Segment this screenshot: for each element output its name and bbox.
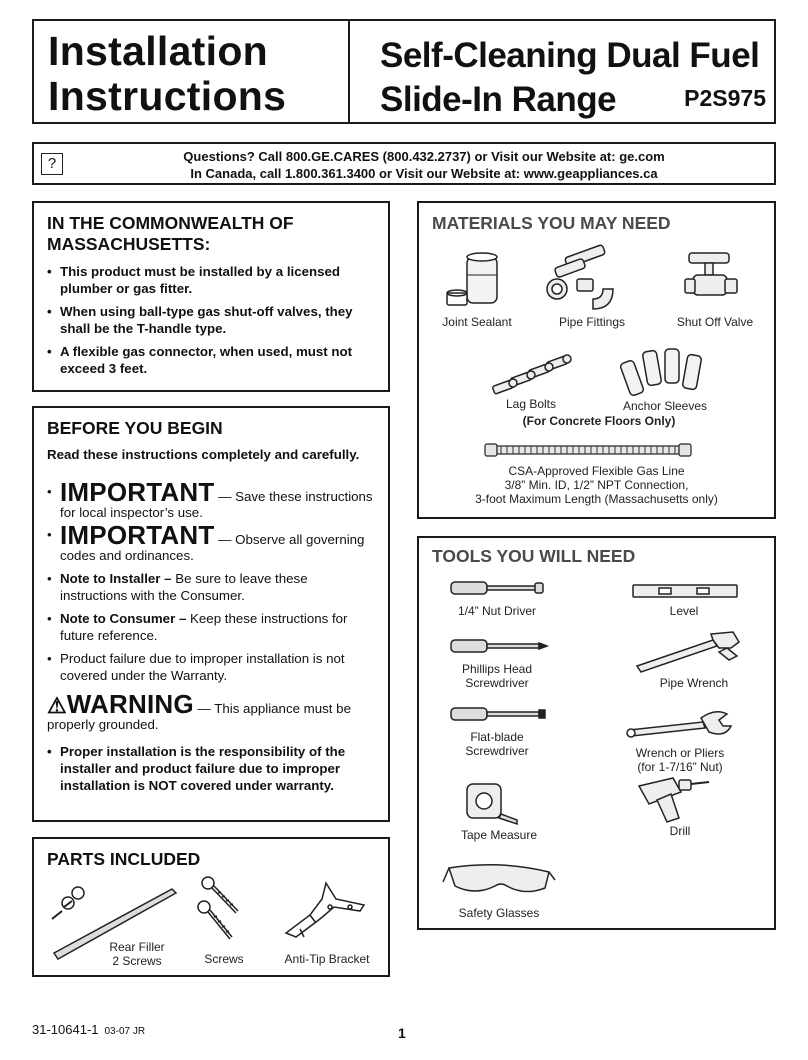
wrench-pliers-caption: Wrench or Pliers (for 1-7/16” Nut) xyxy=(635,746,725,774)
important-codes-item: • IMPORTANT — Observe all governing codes and ordinances. xyxy=(47,527,378,564)
contact-line-us: Questions? Call 800.GE.CARES (800.432.2737) or Visit our Website at: ge.com xyxy=(183,149,665,164)
note-consumer-item: • Note to Consumer – Keep these instructions for future reference. xyxy=(47,610,378,644)
pipe-fittings-icon xyxy=(539,245,621,313)
joint-sealant-caption: Joint Sealant xyxy=(442,315,512,329)
joint-sealant-icon xyxy=(441,249,505,311)
parts-heading: PARTS INCLUDED xyxy=(47,849,201,869)
footer-doc-id: 31-10641-1 03-07 JR xyxy=(32,1022,146,1037)
nut-driver-caption: 1/4” Nut Driver xyxy=(457,604,537,618)
massachusetts-list xyxy=(47,263,378,383)
safety-glasses-icon xyxy=(445,858,555,898)
shut-off-valve-icon xyxy=(681,243,743,311)
product-title: Self-Cleaning Dual Fuel Slide-In Range xyxy=(380,36,760,119)
screws-caption: Screws xyxy=(204,952,244,966)
warning-icon: ⚠ xyxy=(47,693,67,718)
list-item: • This product must be installed by a licensed plumber or gas fitter. xyxy=(47,263,378,297)
list-item: • A flexible gas connector, when used, must not exceed 3 feet. xyxy=(47,343,378,377)
materials-heading: MATERIALS YOU MAY NEED xyxy=(432,213,671,233)
list-item: • When using ball-type gas shut-off valves, they shall be the T-handle type. xyxy=(47,303,378,337)
warning-text: ⚠WARNING — This appliance must be properly grounded. xyxy=(47,689,351,732)
lag-bolts-caption: Lag Bolts xyxy=(505,397,557,411)
anchor-sleeves-caption: Anchor Sleeves xyxy=(622,399,708,413)
flexible-gas-line-icon xyxy=(483,439,693,461)
rear-filler-caption: Rear Filler 2 Screws xyxy=(109,940,165,968)
before-you-begin-section xyxy=(32,406,390,822)
before-heading: BEFORE YOU BEGIN xyxy=(47,418,223,438)
flat-blade-caption: Flat-blade Screwdriver xyxy=(465,730,529,758)
important-save-item: • IMPORTANT — Save these instructions for local inspector’s use. xyxy=(47,484,378,521)
massachusetts-section xyxy=(32,201,390,392)
parts-included-section xyxy=(32,837,390,977)
contact-line-canada: In Canada, call 1.800.361.3400 or Visit our Website at: www.geappliances.ca xyxy=(190,166,658,181)
anchor-sleeves-icon xyxy=(619,343,711,399)
tools-heading: TOOLS YOU WILL NEED xyxy=(432,546,636,566)
shut-off-valve-caption: Shut Off Valve xyxy=(676,315,754,329)
document-title-box xyxy=(32,19,348,124)
gas-line-caption: CSA-Approved Flexible Gas Line 3/8” Min. ID, 1/2” NPT Connection, 3-foot Maximum Length (Massachusetts only) xyxy=(475,464,718,506)
tape-measure-icon xyxy=(461,780,521,824)
question-icon: ? xyxy=(41,153,63,175)
model-number: P2S975 xyxy=(684,85,766,111)
materials-section xyxy=(417,201,776,519)
level-caption: Level xyxy=(669,604,699,618)
pipe-fittings-caption: Pipe Fittings xyxy=(558,315,626,329)
bracket-caption: Anti-Tip Bracket xyxy=(284,952,370,966)
pipe-wrench-icon xyxy=(633,630,743,674)
anti-tip-bracket-illustration xyxy=(280,879,370,949)
screws-illustration xyxy=(196,875,256,947)
failure-item: • Product failure due to improper installation is not covered under the Warranty. xyxy=(47,650,378,684)
tools-section xyxy=(417,536,776,930)
phillips-caption: Phillips Head Screwdriver xyxy=(461,662,533,690)
concrete-note: (For Concrete Floors Only) xyxy=(522,414,676,428)
tape-measure-caption: Tape Measure xyxy=(460,828,538,842)
flat-screwdriver-icon xyxy=(449,704,549,724)
massachusetts-heading: IN THE COMMONWEALTH OF MASSACHUSETTS: xyxy=(47,213,294,254)
responsibility-item: • Proper installation is the responsibility of the installer and product failure due to improper installation is NOT covered under warranty. xyxy=(47,743,378,794)
nut-driver-icon xyxy=(449,578,549,598)
before-list xyxy=(47,477,378,690)
level-icon xyxy=(631,582,741,600)
adjustable-wrench-icon xyxy=(623,708,733,740)
drill-caption: Drill xyxy=(669,824,691,838)
lag-bolts-icon xyxy=(489,353,579,401)
responsibility-list xyxy=(47,743,378,800)
phillips-screwdriver-icon xyxy=(449,636,549,656)
pipe-wrench-caption: Pipe Wrench xyxy=(659,676,729,690)
contact-bar xyxy=(32,142,776,185)
document-title: Installation Instructions xyxy=(48,28,287,119)
note-installer-item: • Note to Installer – Be sure to leave these instructions with the Consumer. xyxy=(47,570,378,604)
product-title-box xyxy=(348,19,776,124)
before-intro: Read these instructions completely and carefully. xyxy=(47,447,360,462)
safety-glasses-caption: Safety Glasses xyxy=(458,906,540,920)
page-number: 1 xyxy=(398,1025,406,1041)
drill-icon xyxy=(633,774,713,824)
